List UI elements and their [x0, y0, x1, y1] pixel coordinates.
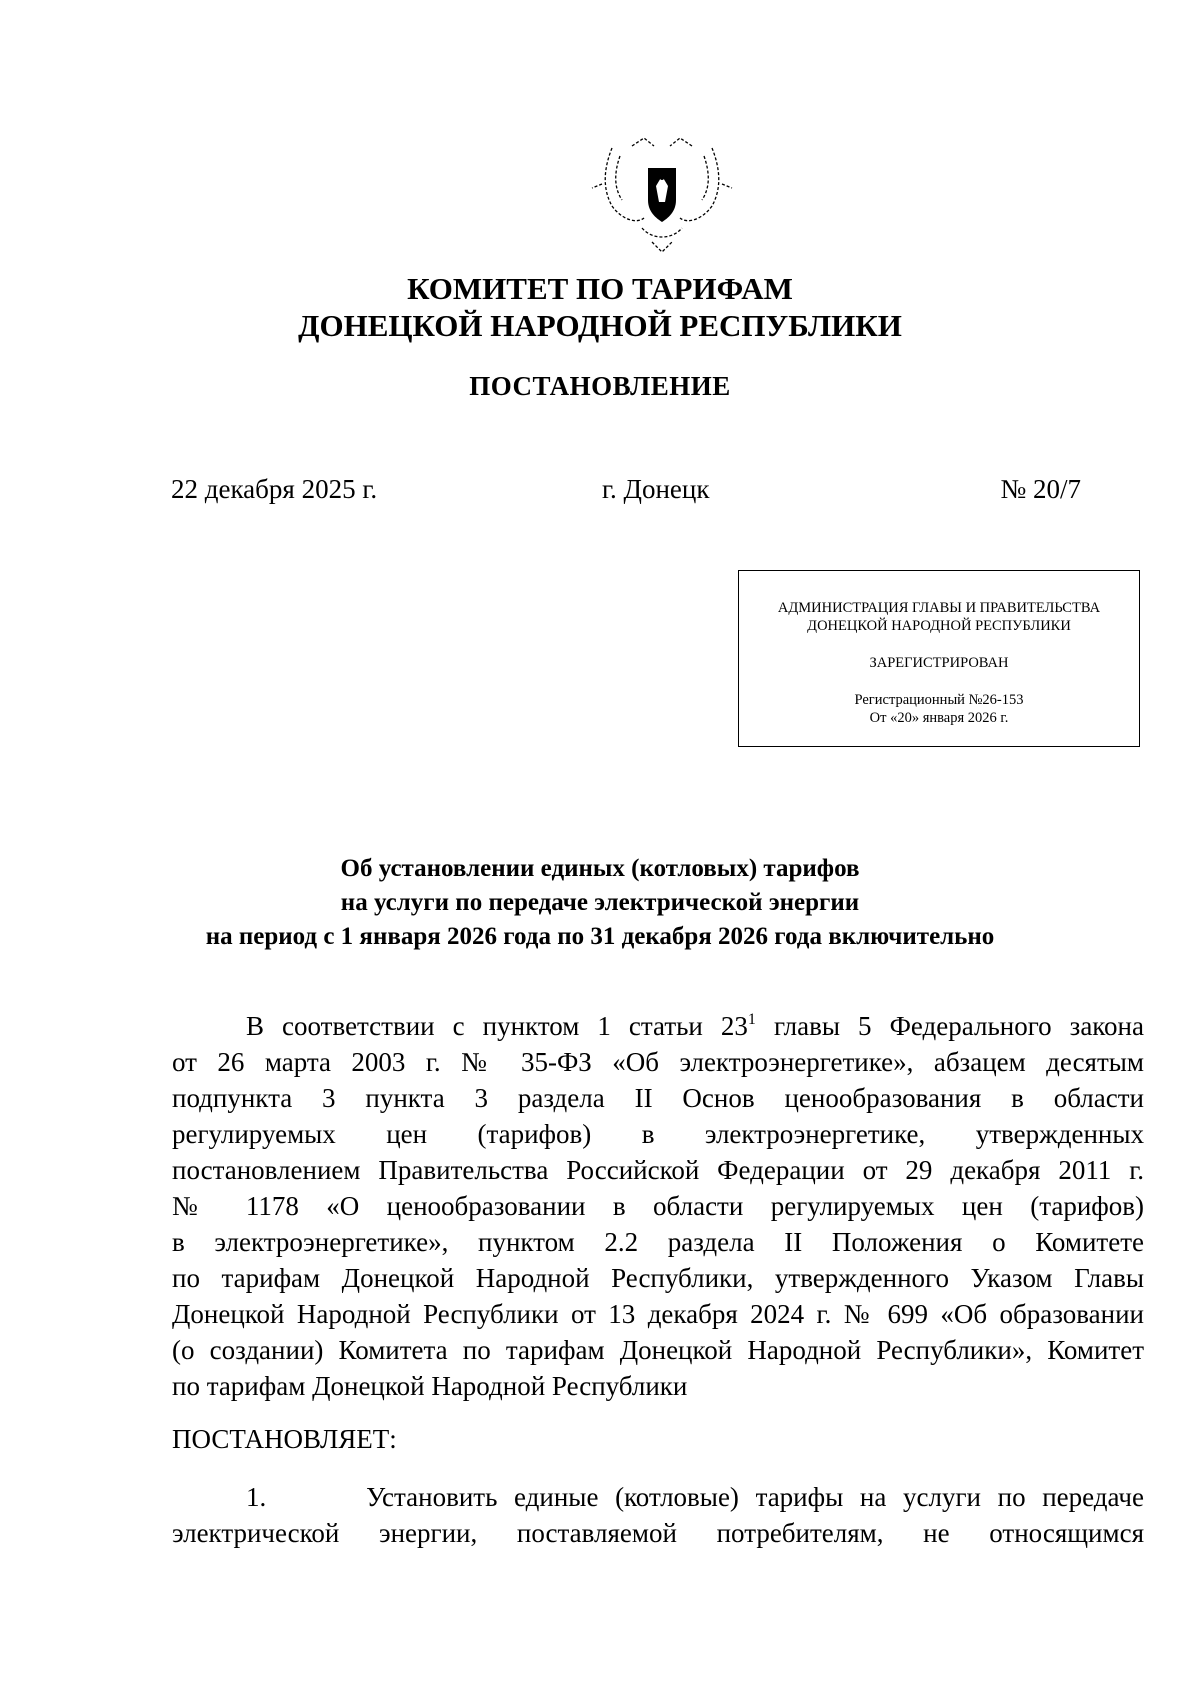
committee-name-line-1: КОМИТЕТ ПО ТАРИФАМ [407, 271, 793, 306]
resolves-heading: ПОСТАНОВЛЯЕТ: [172, 1424, 397, 1454]
preamble-line: Донецкой Народной Республики от 13 декабря 2024 г. № 699 «Об образовании [172, 1299, 1144, 1329]
document-title-line-1: Об установлении единых (котловых) тарифов [340, 855, 860, 882]
registration-status: ЗАРЕГИСТРИРОВАН [869, 655, 1009, 671]
document-number: № 20/7 [1000, 474, 1081, 504]
preamble-line: подпункта 3 пункта 3 раздела II Основ ценообразования в области [172, 1083, 1144, 1113]
document-city: г. Донецк [602, 474, 710, 504]
document-type: ПОСТАНОВЛЕНИЕ [469, 371, 731, 401]
document-title-line-2: на услуги по передаче электрической энергии [340, 889, 860, 916]
registration-date: От «20» января 2026 г. [869, 710, 1009, 726]
preamble-paragraph [172, 1008, 1144, 1404]
item-number: 1. [246, 1482, 267, 1512]
document-date: 22 декабря 2025 г. [171, 474, 378, 504]
resolution-item-1 [172, 1479, 1144, 1551]
registration-authority-line-1: АДМИНИСТРАЦИЯ ГЛАВЫ И ПРАВИТЕЛЬСТВА [777, 600, 1101, 616]
item-line: 1. Установить единые (котловые) тарифы на услуги по передаче [246, 1482, 1144, 1512]
preamble-line: В соответствии с пунктом 1 статьи $23^1$ главы 5 Федерального закона [246, 1011, 1144, 1041]
preamble-line: регулируемых цен (тарифов) в электроэнергетике, утвержденных [172, 1119, 1144, 1149]
registration-stamp [738, 570, 1140, 747]
preamble-line: (о создании) Комитета по тарифам Донецкой Народной Республики», Комитет [172, 1335, 1144, 1365]
preamble-line: по тарифам Донецкой Народной Республики [172, 1371, 688, 1401]
committee-name-line-2: ДОНЕЦКОЙ НАРОДНОЙ РЕСПУБЛИКИ [298, 308, 902, 343]
item-line: электрической энергии, поставляемой потребителям, не относящимся [172, 1518, 1144, 1548]
dpr-coat-of-arms-icon [582, 128, 742, 256]
preamble-line: по тарифам Донецкой Народной Республики, утвержденного Указом Главы [172, 1263, 1144, 1293]
registration-authority-line-2: ДОНЕЦКОЙ НАРОДНОЙ РЕСПУБЛИКИ [807, 618, 1071, 634]
preamble-line: № 1178 «О ценообразовании в области регулируемых цен (тарифов) [172, 1191, 1144, 1221]
registration-number: Регистрационный №26-153 [854, 692, 1024, 708]
preamble-line: в электроэнергетике», пунктом 2.2 раздела II Положения о Комитете [172, 1227, 1144, 1257]
superscript-article-index: 1 [747, 1011, 756, 1028]
document-title-line-3: на период с 1 января 2026 года по 31 декабря 2026 года включительно [205, 923, 995, 950]
preamble-line: от 26 марта 2003 г. № 35-ФЗ «Об электроэнергетике», абзацем десятым [172, 1047, 1144, 1077]
preamble-line: постановлением Правительства Российской Федерации от 29 декабря 2011 г. [172, 1155, 1144, 1185]
